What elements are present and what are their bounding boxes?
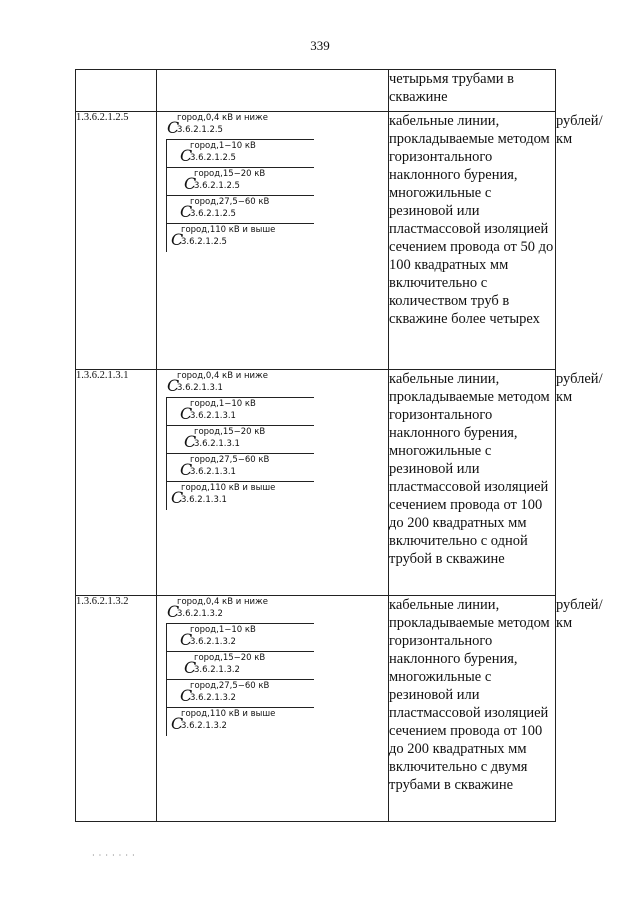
table-row [76, 70, 556, 112]
tariff-table [75, 69, 603, 822]
rate-subscript: 3.6.2.1.3.1 [194, 439, 240, 449]
rate-subscript: 3.6.2.1.3.1 [177, 383, 223, 393]
rate-symbol: C [180, 146, 193, 165]
rate-symbol: C [180, 686, 193, 705]
item-code: 1.3.6.2.1.3.2 [76, 596, 157, 822]
rate-formula [166, 708, 314, 736]
rate-superscript: город,110 кВ и выше [181, 709, 276, 719]
rate-subscript: 3.6.2.1.2.5 [190, 209, 236, 219]
rate-formula [166, 168, 314, 196]
rate-subscript: 3.6.2.1.3.2 [190, 693, 236, 703]
page-number: 339 [310, 38, 330, 53]
rate-superscript: город,1−10 кВ [190, 625, 256, 635]
rate-symbol: C [180, 630, 193, 649]
rate-superscript: город,15−20 кВ [194, 427, 266, 437]
rate-subscript: 3.6.2.1.2.5 [190, 153, 236, 163]
formula-cell [157, 70, 389, 112]
rate-symbol: C [171, 488, 184, 507]
rate-subscript: 3.6.2.1.3.1 [181, 495, 227, 505]
table-row: 1.3.6.2.1.3.2 C город,0,4 кВ и ниже 3.6.2.1.3.2 C город,1−10 кВ 3.6.2.1.3.2 C город,15−20 кВ 3.6.2.1.3.2 C город,27,5−60 кВ 3.6.2.1.3.2 C город,110 кВ и выше 3.6.2.1.3.2 кабельные линии, прокладываемые методом горизонтального наклонного бурения, многожильные с резиновой или пластмассовой изоляцией сечением провода от 100 до 200 квадратных мм включительно с двумя трубами в скважине рублей/км [76, 596, 556, 822]
formula-cell [157, 596, 389, 822]
rate-formula [166, 112, 314, 140]
rate-superscript: город,110 кВ и выше [181, 225, 276, 235]
scan-mark: · · · · · · · [92, 851, 136, 860]
rate-formula [166, 224, 314, 252]
line-description: кабельные линии, прокладываемые методом горизонтального наклонного бурения, многожильные с резиновой или пластмассовой изоляцией сечением провода от 100 до 200 квадратных мм включительно с одной трубой в скважине [389, 370, 556, 596]
line-description: четырьмя трубами в скважине [389, 70, 556, 112]
rate-superscript: город,1−10 кВ [190, 399, 256, 409]
rate-subscript: 3.6.2.1.3.1 [190, 411, 236, 421]
rate-subscript: 3.6.2.1.3.2 [194, 665, 240, 675]
line-description: кабельные линии, прокладываемые методом горизонтального наклонного бурения, многожильные с резиновой или пластмассовой изоляцией сечением провода от 100 до 200 квадратных мм включительно с двумя трубами в скважине [389, 596, 556, 822]
rate-superscript: город,27,5−60 кВ [190, 681, 270, 691]
rate-superscript: город,0,4 кВ и ниже [177, 113, 268, 123]
rate-symbol: C [180, 404, 193, 423]
rate-formula [166, 196, 314, 224]
rate-symbol: C [184, 432, 197, 451]
rate-superscript: город,0,4 кВ и ниже [177, 371, 268, 381]
rate-symbol: C [184, 174, 197, 193]
rate-symbol: C [180, 202, 193, 221]
rate-formula [166, 652, 314, 680]
table-row: 1.3.6.2.1.2.5 C город,0,4 кВ и ниже 3.6.2.1.2.5 C город,1−10 кВ 3.6.2.1.2.5 C город,15−20 кВ 3.6.2.1.2.5 C город,27,5−60 кВ 3.6.2.1.2.5 C город,110 кВ и выше 3.6.2.1.2.5 кабельные линии, прокладываемые методом горизонтального наклонного бурения, многожильные с резиновой или пластмассовой изоляцией сечением провода от 50 до 100 квадратных мм включительно с количеством труб в скважине более четырех рублей/км [76, 112, 556, 370]
rate-subscript: 3.6.2.1.2.5 [177, 125, 223, 135]
rate-superscript: город,15−20 кВ [194, 653, 266, 663]
line-description: кабельные линии, прокладываемые методом горизонтального наклонного бурения, многожильные с резиновой или пластмассовой изоляцией сечением провода от 50 до 100 квадратных мм включительно с количеством труб в скважине более четырех [389, 112, 556, 370]
rate-subscript: 3.6.2.1.3.2 [181, 721, 227, 731]
rate-superscript: город,27,5−60 кВ [190, 455, 270, 465]
rate-symbol: C [180, 460, 193, 479]
rate-subscript: 3.6.2.1.2.5 [194, 181, 240, 191]
table-row: 1.3.6.2.1.3.1 C город,0,4 кВ и ниже 3.6.2.1.3.1 C город,1−10 кВ 3.6.2.1.3.1 C город,15−20 кВ 3.6.2.1.3.1 C город,27,5−60 кВ 3.6.2.1.3.1 C город,110 кВ и выше 3.6.2.1.3.1 кабельные линии, прокладываемые методом горизонтального наклонного бурения, многожильные с резиновой или пластмассовой изоляцией сечением провода от 100 до 200 квадратных мм включительно с одной трубой в скважине рублей/км [76, 370, 556, 596]
rate-formula [166, 370, 314, 398]
rate-symbol: C [167, 602, 180, 621]
rate-formula [166, 426, 314, 454]
rate-formula [166, 482, 314, 510]
rate-superscript: город,110 кВ и выше [181, 483, 276, 493]
rate-formula [166, 398, 314, 426]
item-code: 1.3.6.2.1.2.5 [76, 112, 157, 370]
rate-symbol: C [171, 714, 184, 733]
rate-superscript: город,27,5−60 кВ [190, 197, 270, 207]
rate-subscript: 3.6.2.1.2.5 [181, 237, 227, 247]
rate-subscript: 3.6.2.1.3.2 [190, 637, 236, 647]
item-code [76, 70, 157, 112]
rate-formula [166, 624, 314, 652]
rate-superscript: город,1−10 кВ [190, 141, 256, 151]
rate-subscript: 3.6.2.1.3.2 [177, 609, 223, 619]
rate-formula [166, 596, 314, 624]
rate-symbol: C [167, 118, 180, 137]
rate-subscript: 3.6.2.1.3.1 [190, 467, 236, 477]
formula-cell [157, 112, 389, 370]
rate-superscript: город,15−20 кВ [194, 169, 266, 179]
rate-formula [166, 680, 314, 708]
rate-symbol: C [167, 376, 180, 395]
item-code: 1.3.6.2.1.3.1 [76, 370, 157, 596]
rate-formula [166, 140, 314, 168]
formula-cell [157, 370, 389, 596]
rate-formula [166, 454, 314, 482]
rate-symbol: C [171, 230, 184, 249]
rate-symbol: C [184, 658, 197, 677]
rate-superscript: город,0,4 кВ и ниже [177, 597, 268, 607]
